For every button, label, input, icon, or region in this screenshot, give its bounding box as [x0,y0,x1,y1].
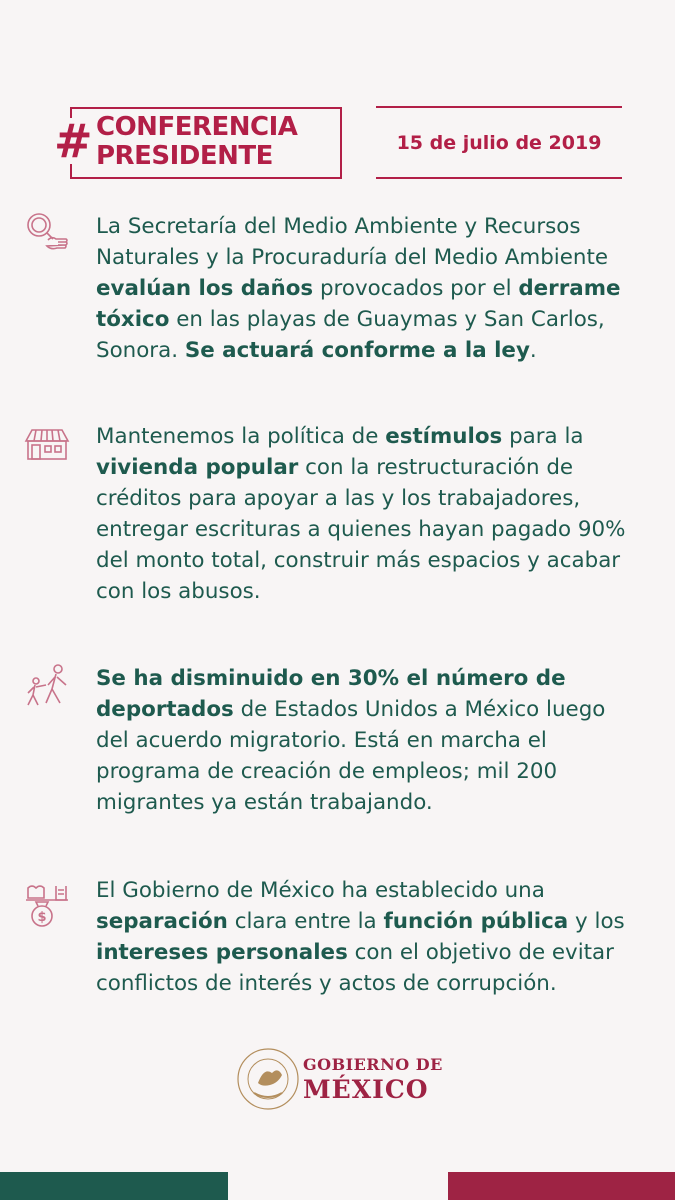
logo-line-1: GOBIERNO DE [303,1055,443,1074]
migrants-icon [22,663,72,713]
body-text: El Gobierno de México ha establecido una [96,878,545,903]
emphasis-text: función pública [383,909,569,934]
body-text: para la [502,424,584,449]
emphasis-text: Se actuará conforme a la ley [184,338,530,363]
item-4-text [96,875,636,999]
body-text: con la restructuración de créditos para apoyar a las y los trabajadores, entregar escrituras a quienes hayan pagado 90% del monto total, construir más espacios y acabar con los abusos. [96,455,626,604]
body-text: con el objetivo de evitar conflictos de interés y actos de corrupción. [96,940,614,996]
hashtag-line-2: PRESIDENTE [96,141,273,171]
hashtag-symbol: # [54,114,93,168]
magnifier-hand-icon [22,208,72,258]
footer-green-bar [0,1172,228,1200]
emphasis-text: derrame tóxico [96,276,621,332]
hashtag-title [96,113,297,171]
house-icon [22,425,72,475]
logo-line-2: MÉXICO [303,1075,429,1104]
eagle-mark [258,1070,282,1085]
body-text: Mantenemos la política de [96,424,386,449]
body-text: clara entre la [227,909,384,934]
body-text: provocados por el [313,276,519,301]
body-text: en las playas de Guaymas y San Carlos, Sonora. [96,307,605,363]
item-3-text [96,663,636,818]
body-text: de Estados Unidos a México luego del acuerdo migratorio. Está en marcha el programa de creación de empleos; mil 200 migrantes ya están trabajando. [96,697,606,815]
emphasis-text: intereses personales [96,940,348,965]
money-bag-icon [22,880,72,930]
footer-red-bar [448,1172,675,1200]
date-label: 15 de julio de 2019 [396,131,602,154]
body-text: . [529,338,537,363]
emphasis-text: estímulos [385,424,503,449]
body-text: y los [568,909,625,934]
emphasis-text: evalúan los daños [96,276,314,301]
emphasis-text: vivienda popular [96,455,299,480]
item-1-text [96,211,636,366]
item-2-text [96,421,636,607]
body-text: La Secretaría del Medio Ambiente y Recursos Naturales y la Procuraduría del Medio Ambiente [96,214,609,270]
hashtag-line-1: CONFERENCIA [96,112,298,142]
svg-text:$: $ [37,910,47,925]
emphasis-text: separación [96,909,228,934]
emphasis-text: Se ha disminuido en 30% el número de deportados [96,666,566,722]
